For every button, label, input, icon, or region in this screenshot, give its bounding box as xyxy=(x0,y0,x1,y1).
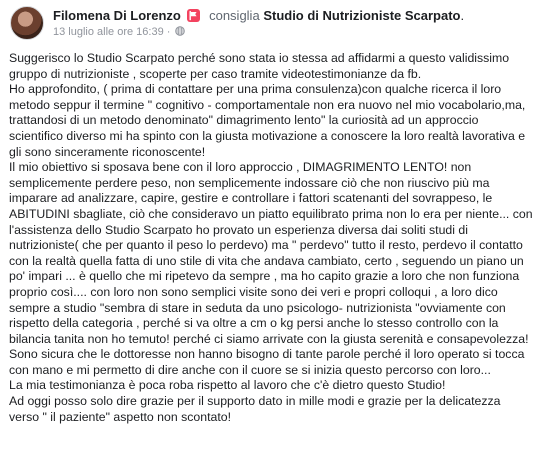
post-meta xyxy=(53,26,185,39)
meta-separator: · xyxy=(163,26,174,38)
post-title-line xyxy=(53,8,464,24)
recommend-verb: consiglia xyxy=(209,8,260,23)
post-timestamp[interactable]: 13 luglio alle ore 16:39 xyxy=(53,26,164,38)
globe-icon[interactable] xyxy=(175,26,185,36)
recommend-flag-icon xyxy=(187,9,200,22)
avatar[interactable] xyxy=(10,6,44,40)
post-body xyxy=(9,51,533,425)
author-name[interactable]: Filomena Di Lorenzo xyxy=(53,8,181,23)
post-header xyxy=(0,0,536,44)
page-link[interactable]: Studio di Nutrizioniste Scarpato xyxy=(263,8,461,23)
page-suffix: . xyxy=(460,8,465,23)
post-text: Suggerisco lo Studio Scarpato perché sono stata io stessa ad affidarmi a questo validissimo gruppo di nutrizioniste , scoperte per caso tramite videotestimonianze da fb. Ho approfondito, ( prima di contattare per una prima consulenza)con qualche ricerca il loro metodo seppur il termine " cognitivo - comportamentale non era nuovo nel mio vocabolario,ma, trattandosi di un metodo denominato" dimagrimento lento" la curiosità ad un approccio scientifico diverso mi ha spinto con la giusta motivazione a conoscere la loro realtà lavorativa e gli sono sinceramente riconoscente! Il mio obiettivo si sposava bene con il loro approccio , DIMAGRIMENTO LENTO! non semplicemente perdere peso, non semplicemente indossare ciò che non riuscivo più ma imparare ad analizzare, capire, gestire e controllare i fattori scatenanti del sovrappeso, le ABITUDINI sbagliate, ciò che consideravo un piatto equilibrato prima non lo era per niente... con l'assistenza dello Studio Scarpato ho provato un esperienza diversa dai soliti studi di nutrizioniste( che per quanto il peso lo perdevo) ma " perdevo" tutto il resto, perdevo il contatto con la realtà quella fatta di uno stile di vita che andava cambiato, certo , seguendo un piano un po' impari ... è quello che mi ripetevo da sempre , ma ho capito grazie a loro che non funziona proprio così.... con loro non sono semplici visite sono dei veri e propri colloqui , a loro dico sempre a studio "sembra di stare in seduta da uno psicologo- nutrizionista "ovviamente con rispetto della categoria , perché si va oltre a cm o kg persi anche lo stesso controllo con la bilancia tanita non ho temuto! perché ci siamo arrivate con la giusta serenità e consapevolezza! Sono sicura che le dottoresse non hanno bisogno di tante parole perché il loro operato si tocca con mano e mi permetto di dire anche con il cuore se si inizia questo percorso con loro... La mia testimonianza è poca roba rispetto al lavoro che c'è dietro questo Studio! Ad oggi posso solo dire grazie per il supporto dato in mille modi e grazie per la delicatezza verso " il paziente" aspetto non scontato! xyxy=(9,51,533,424)
